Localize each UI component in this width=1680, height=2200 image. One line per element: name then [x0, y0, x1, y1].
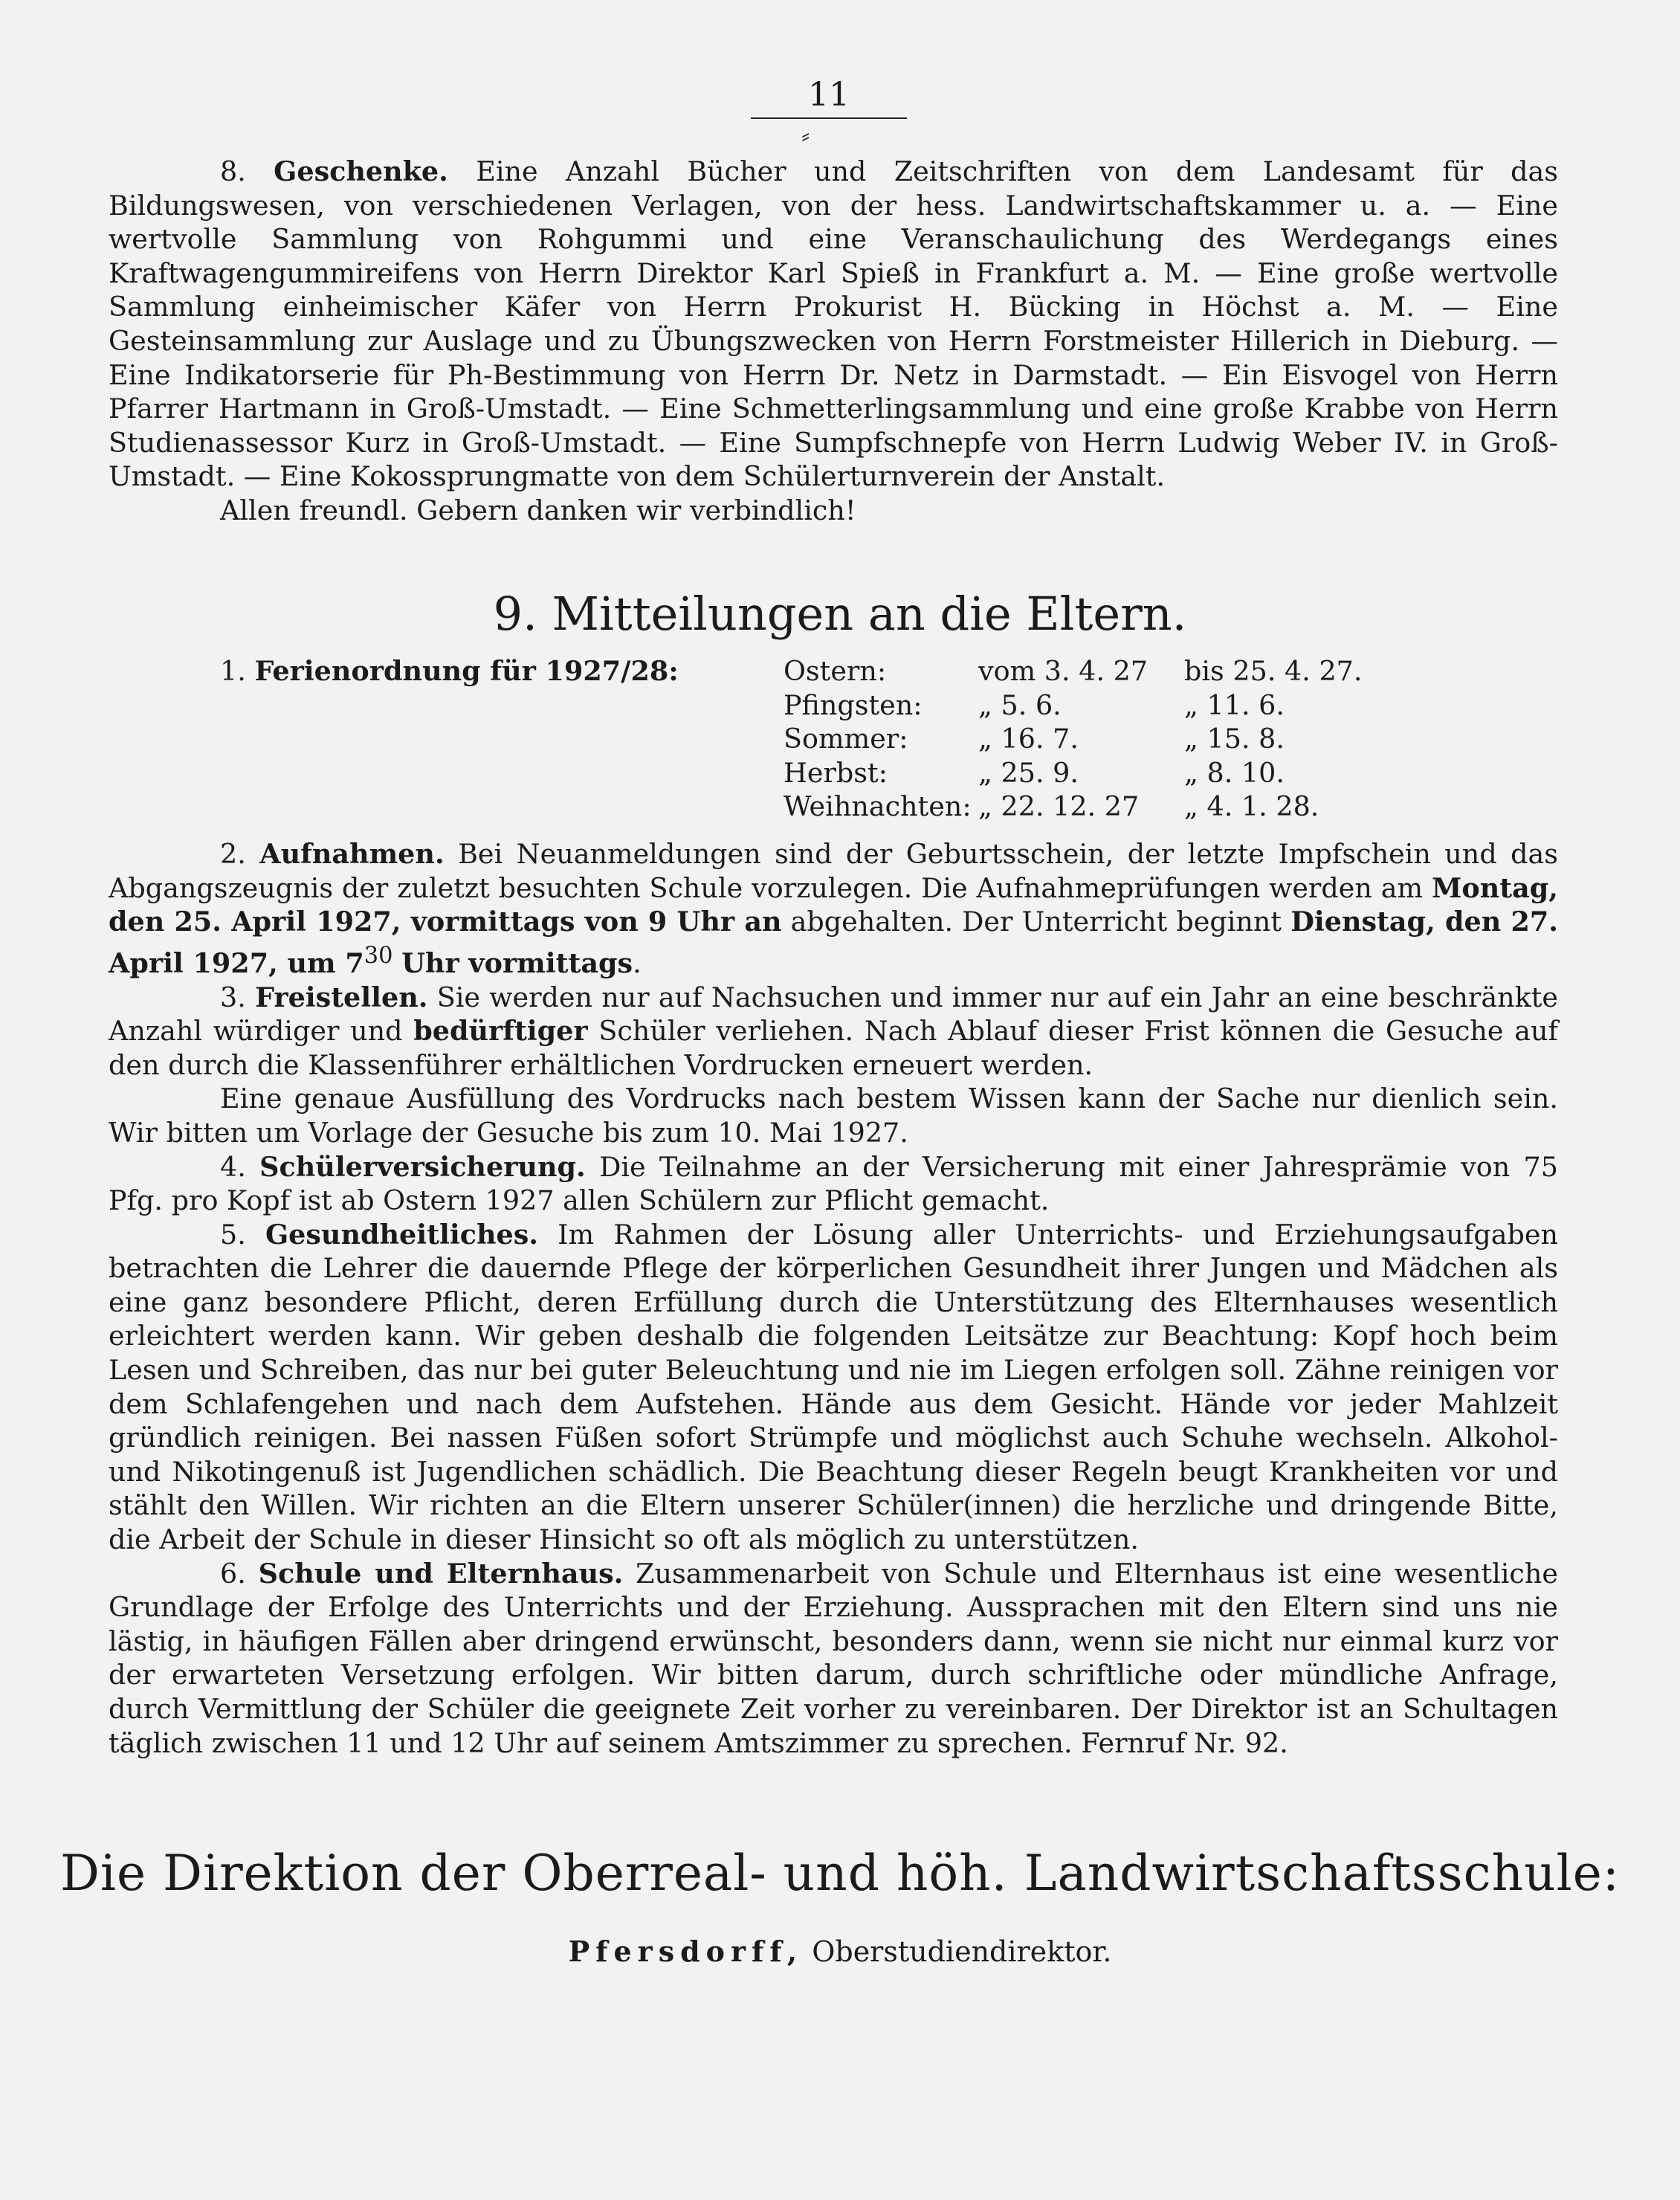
- holiday-label-block: [220, 654, 679, 688]
- holiday-name: Herbst:: [784, 756, 888, 789]
- section-8-paragraph: [109, 155, 1558, 494]
- holiday-row: [784, 790, 1363, 824]
- holiday-row: [784, 688, 1363, 723]
- item-text: Schüler verliehen. Nach Ablauf dieser Frist können die Gesuche auf den durch die Klassenführer erhältlichen Vordrucken erneuert werden.: [109, 1015, 1558, 1081]
- holiday-from: „ 22. 12. 27: [978, 790, 1140, 823]
- holiday-to: „ 4. 1. 28.: [1184, 790, 1319, 823]
- emphasis-word: bedürftiger: [413, 1015, 588, 1048]
- section-9-items: [109, 837, 1558, 1760]
- holiday-name: Weihnachten:: [784, 790, 972, 823]
- signature-title: Die Direktion der Oberreal- und höh. Landwirtschaftsschule:: [59, 1845, 1620, 1902]
- holiday-from: vom 3. 4. 27: [978, 655, 1148, 687]
- item-number: 5.: [220, 1218, 246, 1251]
- item-text: Zusammenarbeit von Schule und Elternhaus ist eine wesentliche Grundlage der Erfolge des Unterrichts und der Erziehung. Aussprachen mit den Eltern sind uns nie lästig, in häufigen Fällen aber dringend erwünscht, besonders dann, wenn sie nicht nur einmal kurz vor der erwarteten Versetzung erfolgen. Wir bitten darum, durch schriftliche oder mündliche Anfrage, durch Vermittlung der Schüler die geeignete Zeit vorher zu vereinbaren. Der Direktor ist an Schultagen täglich zwischen 11 und 12 Uhr auf seinem Amtszimmer zu sprechen. Fernruf Nr. 92.: [109, 1557, 1558, 1759]
- item-end: .: [633, 946, 642, 979]
- item-versicherung: [109, 1150, 1558, 1218]
- item-elternhaus: [109, 1557, 1558, 1761]
- holiday-from: „ 5. 6.: [978, 688, 1062, 721]
- signer-role: Oberstudiendirektor.: [812, 1935, 1112, 1968]
- page-mark: ⸗: [801, 120, 810, 150]
- item-gesundheit: [109, 1218, 1558, 1557]
- item-number: 3.: [220, 981, 246, 1013]
- holiday-from: „ 16. 7.: [978, 723, 1079, 755]
- section-8: [109, 155, 1558, 528]
- section-number: 8.: [220, 155, 246, 187]
- holiday-from: „ 25. 9.: [978, 756, 1079, 789]
- item-freistellen: [109, 981, 1558, 1083]
- holiday-to: „ 11. 6.: [1184, 688, 1285, 721]
- item-title: Gesundheitliches.: [265, 1218, 538, 1251]
- item-aufnahmen: [109, 837, 1558, 981]
- item-text: Die Teilnahme an der Versicherung mit einer Jahresprämie von 75 Pfg. pro Kopf ist ab Ostern 1927 allen Schülern zur Pflicht gemacht.: [109, 1150, 1558, 1217]
- item-text: abgehalten. Der Unterricht beginnt: [790, 906, 1282, 938]
- item-text: Bei Neuanmeldungen sind der Geburtsschein, der letzte Impfschein und das Abgangszeugnis der zuletzt besuchten Schule vorzulegen. Die Aufnahmeprüfungen werden am: [109, 838, 1558, 904]
- time-superscript: 30: [364, 942, 393, 969]
- section-title: Geschenke.: [274, 155, 448, 187]
- thanks-line: Allen freundl. Gebern danken wir verbindlich!: [220, 494, 856, 526]
- item-text: Sie werden nur auf Nachsuchen und immer nur auf ein Jahr an eine beschränkte Anzahl würdiger und: [109, 981, 1558, 1048]
- item-title: Schülerversicherung.: [259, 1150, 586, 1183]
- section-text: Eine Anzahl Bücher und Zeitschriften von dem Landesamt für das Bildungswesen, von verschiedenen Verlagen, von der hess. Landwirtschaftskammer u. a. — Eine wertvolle Sammlung von Rohgummi und eine Veranschaulichung des Werdegangs eines Kraftwagengummireifens von Herrn Direktor Karl Spieß in Frankfurt a. M. — Eine große wertvolle Sammlung einheimischer Käfer von Herrn Prokurist H. Bücking in Höchst a. M. — Eine Gesteinsammlung zur Auslage und zu Übungszwecken von Herrn Forstmeister Hillerich in Dieburg. — Eine Indikatorserie für Ph-Bestimmung von Herrn Dr. Netz in Darmstadt. — Ein Eisvogel von Herrn Pfarrer Hartmann in Groß-Umstadt. — Eine Schmetterlingsammlung und eine große Krabbe von Herrn Studienassessor Kurz in Groß-Umstadt. — Eine Sumpfschnepfe von Herrn Ludwig Weber IV. in Groß-Umstadt. — Eine Kokossprungmatte von dem Schülerturnverein der Anstalt.: [109, 155, 1559, 493]
- holiday-name: Sommer:: [784, 723, 908, 755]
- holiday-table: [784, 654, 1363, 824]
- item-number: 4.: [220, 1150, 246, 1183]
- holiday-row: [784, 654, 1363, 688]
- signer-line: [0, 1933, 1680, 1970]
- item-freistellen-note: Eine genaue Ausfüllung des Vordrucks nach bestem Wissen kann der Sache nur dienlich sein. Wir bitten um Vorlage der Gesuche bis zum 10. Mai 1927.: [109, 1083, 1558, 1149]
- holiday-to: „ 8. 10.: [1184, 756, 1285, 789]
- item-number: 6.: [220, 1557, 246, 1590]
- signer-name: Pfersdorff,: [568, 1935, 804, 1968]
- item-title: Aufnahmen.: [259, 838, 445, 870]
- holiday-name: Ostern:: [784, 655, 887, 687]
- holiday-to: bis 25. 4. 27.: [1184, 655, 1363, 687]
- holiday-row: [784, 722, 1363, 756]
- item-number: 1.: [220, 655, 246, 687]
- start-date: Dienstag, den 27. April 1927, um 7: [109, 906, 1558, 979]
- item-title: Schule und Elternhaus.: [258, 1557, 624, 1590]
- holiday-row: [784, 756, 1363, 790]
- page-number: 11: [751, 73, 907, 119]
- holiday-label: Ferienordnung für 1927/28:: [254, 655, 679, 687]
- start-time: Uhr vormittags: [401, 946, 633, 979]
- section-heading: 9. Mitteilungen an die Eltern.: [493, 587, 1187, 641]
- holiday-to: „ 15. 8.: [1184, 723, 1285, 755]
- exam-date: Montag, den 25. April 1927, vormittags von 9 Uhr an: [109, 871, 1558, 938]
- item-text: Im Rahmen der Lösung aller Unterrichts- und Erziehungsaufgaben betrachten die Lehrer die dauernde Pflege der körperlichen Gesundheit ihrer Jungen und Mädchen als eine ganz besondere Pflicht, deren Erfüllung durch die Unterstützung des Elternhauses wesentlich erleichtert werden kann. Wir geben deshalb die folgenden Leitsätze zur Beachtung: Kopf hoch beim Lesen und Schreiben, das nur bei guter Beleuchtung und nie im Liegen erfolgen soll. Zähne reinigen vor dem Schlafengehen und nach dem Aufstehen. Hände aus dem Gesicht. Hände vor jeder Mahlzeit gründlich reinigen. Bei nassen Füßen sofort Strümpfe und möglichst auch Schuhe wechseln. Alkohol- und Nikotingenuß ist Jugendlichen schädlich. Die Beachtung dieser Regeln beugt Krankheiten vor und stählt den Willen. Wir richten an die Eltern unserer Schüler(innen) die herzliche und dringende Bitte, die Arbeit der Schule in dieser Hinsicht so oft als möglich zu unterstützen.: [109, 1218, 1558, 1556]
- item-number: 2.: [220, 838, 246, 870]
- holiday-name: Pfingsten:: [784, 688, 923, 721]
- item-title: Freistellen.: [255, 981, 428, 1013]
